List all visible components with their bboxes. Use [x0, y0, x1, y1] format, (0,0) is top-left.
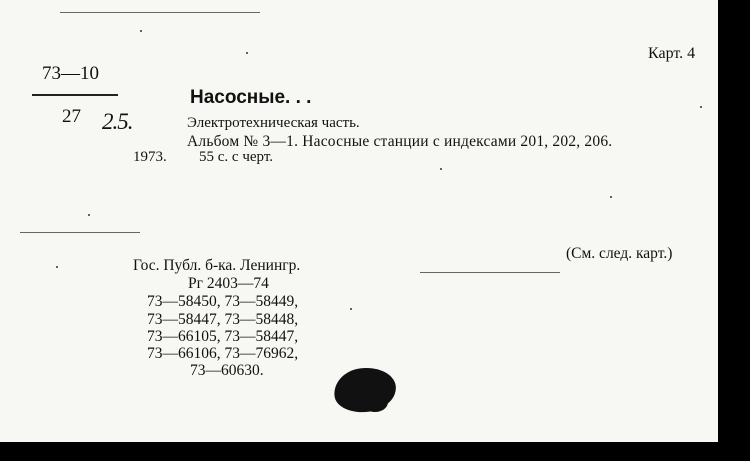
shelfmark: Рг 2403—74 [188, 275, 269, 292]
scan-streak [420, 272, 560, 273]
album-line: Альбом № 3—1. Насосные станции с индексами 201, 202, 206. [187, 133, 613, 150]
card-heading: Насосные. . . [190, 87, 312, 108]
scan-streak [20, 232, 140, 233]
scan-streak [60, 12, 260, 13]
scan-speck [440, 168, 442, 170]
publication-year: 1973. [133, 149, 167, 165]
scan-speck [140, 30, 142, 32]
record-number-line: 73—66106, 73—76962, [147, 345, 299, 362]
class-denominator: 27 [62, 106, 81, 127]
record-number-line: 73—60630. [190, 362, 264, 379]
scan-speck [700, 106, 702, 108]
scan-speck [350, 308, 352, 310]
library-name: Гос. Публ. б-ка. Ленингр. [133, 257, 301, 274]
scan-speck [610, 196, 612, 198]
continuation-note: (См. след. карт.) [566, 245, 673, 262]
class-number: 73—10 [42, 63, 99, 84]
handwritten-mark: 2.5. [102, 109, 133, 134]
record-number-line: 73—58450, 73—58449, [147, 293, 299, 310]
record-number-line: 73—58447, 73—58448, [147, 311, 299, 328]
record-number-line: 73—66105, 73—58447, [147, 328, 299, 345]
scan-speck [88, 214, 90, 216]
scan-speck [246, 52, 248, 54]
scan-speck [56, 266, 58, 268]
ink-blot [362, 392, 388, 412]
page-count: 55 с. с черт. [199, 149, 273, 165]
card-subheading: Электротехническая часть. [187, 115, 360, 131]
fraction-rule [32, 94, 118, 96]
card-number: Карт. 4 [648, 45, 696, 62]
